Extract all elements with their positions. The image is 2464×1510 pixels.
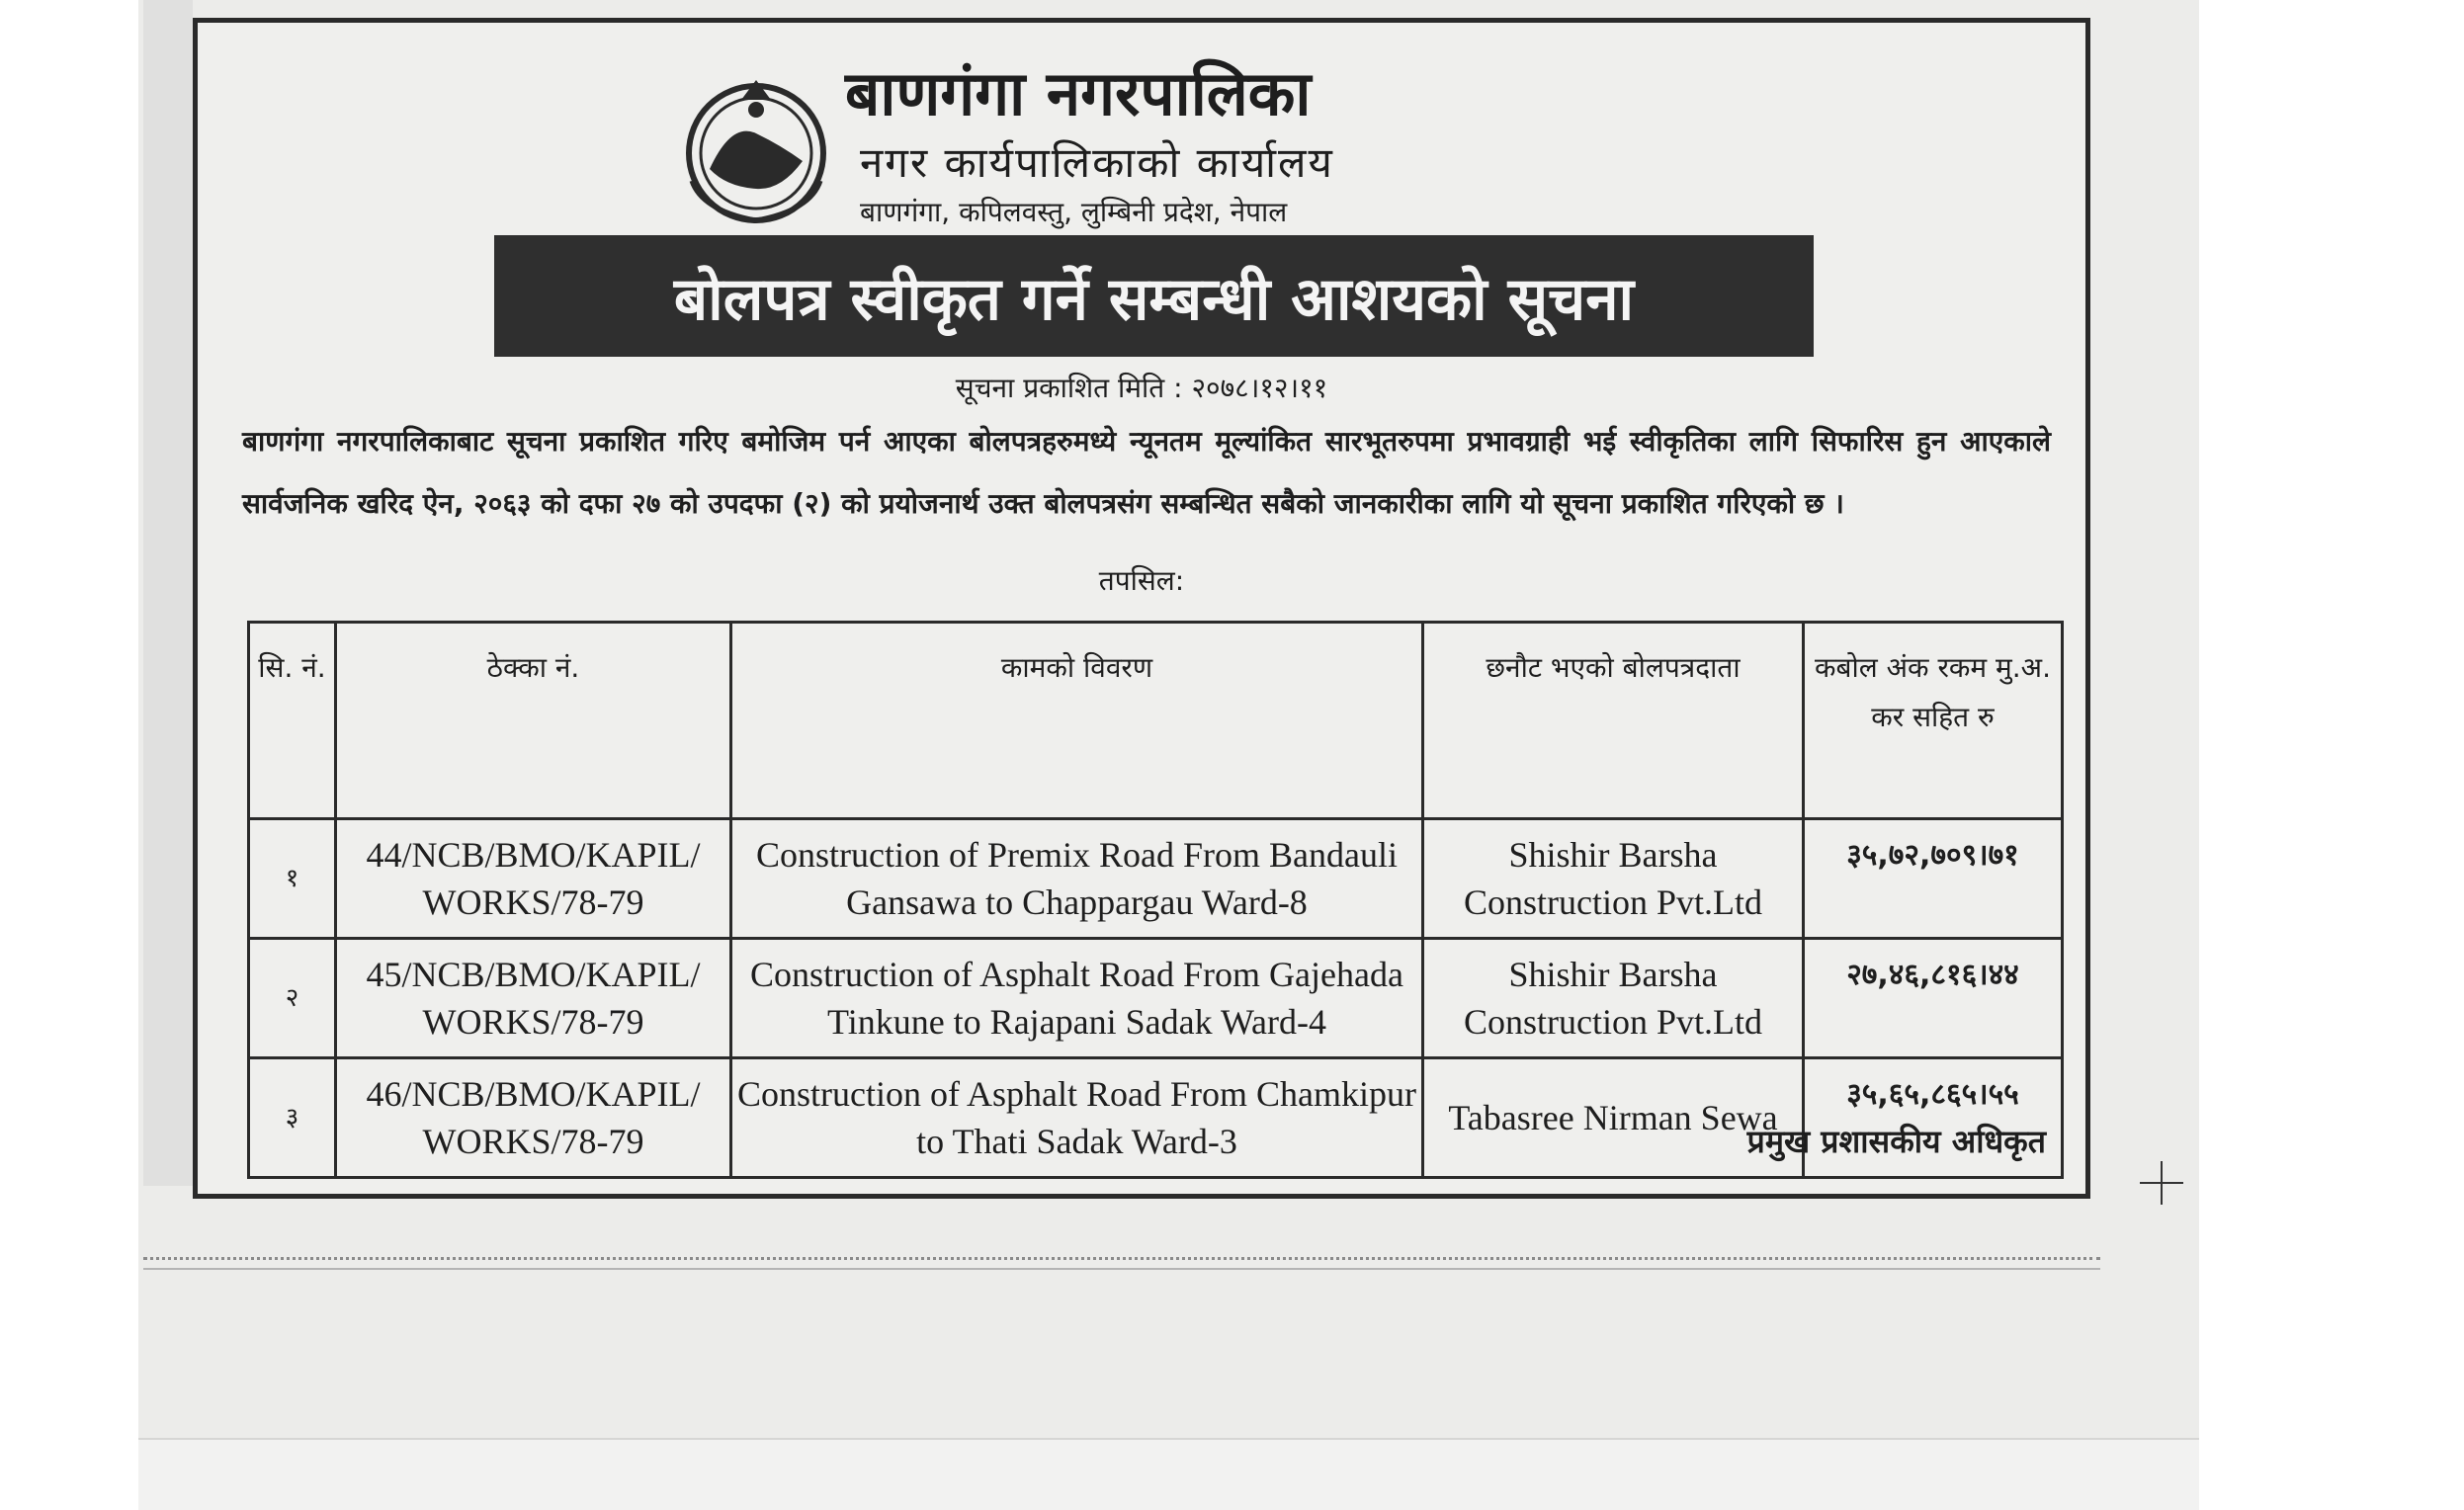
notice-body: बाणगंगा नगरपालिकाबाट सूचना प्रकाशित गरिए बमोजिम पर्न आएका बोलपत्रहरुमध्ये न्यूनतम मूल्यांकित सारभूतरुपमा प्रभावग्राही भई स्वीकृतिका लागि सिफारिस हुन आएकाले सार्वजनिक खरिद ऐन, २०६३ को दफा २७ को उपदफा (२) को प्रयोजनार्थ उक्त बोलपत्रसंग सम्बन्धित सबैको जानकारीका लागि यो सूचना प्रकाशित गरिएको छ । <box>242 425 2051 520</box>
row-selected-bidder: Shishir Barsha Construction Pvt.Ltd <box>1423 939 1804 1058</box>
tender-table <box>247 621 2064 1179</box>
header-selected-bidder: छनौट भएको बोलपत्रदाता <box>1423 623 1804 819</box>
office-name: नगर कार्यपालिकाको कार्यालय <box>860 138 1334 187</box>
row-selected-bidder: Tabasree Nirman Sewa <box>1423 1058 1804 1178</box>
row-sn: १ <box>249 819 336 939</box>
page-divider <box>143 1257 2100 1270</box>
table-row <box>249 939 2063 1058</box>
row-bid-amount: ३५,७२,७०९।७१ <box>1804 819 2063 939</box>
notice-title: बोलपत्र स्वीकृत गर्ने सम्बन्धी आशयको सूचना <box>673 264 1635 334</box>
row-contract-no: 46/NCB/BMO/KAPIL/ WORKS/78-79 <box>336 1058 731 1178</box>
table-row <box>249 819 2063 939</box>
signatory-title: प्रमुख प्रशासकीय अधिकृत <box>1746 1123 2046 1160</box>
header-work-description: कामको विवरण <box>731 623 1423 819</box>
tender-notice <box>193 18 2090 1199</box>
table-header-row <box>249 623 2063 819</box>
municipality-name: बाणगंगा नगरपालिका <box>845 57 1312 129</box>
row-contract-no: 44/NCB/BMO/KAPIL/ WORKS/78-79 <box>336 819 731 939</box>
row-sn: २ <box>249 939 336 1058</box>
registration-mark-icon <box>2140 1161 2183 1205</box>
row-work-description: Construction of Premix Road From Bandauli Gansawa to Chappargau Ward-8 <box>731 819 1423 939</box>
row-work-description: Construction of Asphalt Road From Chamkipur to Thati Sadak Ward-3 <box>731 1058 1423 1178</box>
row-contract-no: 45/NCB/BMO/KAPIL/ WORKS/78-79 <box>336 939 731 1058</box>
row-work-description: Construction of Asphalt Road From Gajehada Tinkune to Rajapani Sadak Ward-4 <box>731 939 1423 1058</box>
publish-date: सूचना प्रकाशित मिति : २०७८।१२।११ <box>955 372 1328 404</box>
details-label: तपसिल: <box>1098 564 1185 597</box>
notice-title-banner <box>494 235 1814 357</box>
row-sn: ३ <box>249 1058 336 1178</box>
nepal-emblem-icon <box>672 62 840 230</box>
adjacent-column-bleed <box>143 0 193 1186</box>
header-bid-amount: कबोल अंक रकम मु.अ. कर सहित रु <box>1804 623 2063 819</box>
paper-fold <box>138 1438 2199 1510</box>
row-bid-amount: २७,४६,८१६।४४ <box>1804 939 2063 1058</box>
header-sn: सि. नं. <box>249 623 336 819</box>
office-address: बाणगंगा, कपिलवस्तु, लुम्बिनी प्रदेश, नेपाल <box>860 196 1288 228</box>
row-selected-bidder: Shishir Barsha Construction Pvt.Ltd <box>1423 819 1804 939</box>
row-bid-amount: ३५,६५,८६५।५५ <box>1804 1058 2063 1178</box>
header-contract-no: ठेक्का नं. <box>336 623 731 819</box>
